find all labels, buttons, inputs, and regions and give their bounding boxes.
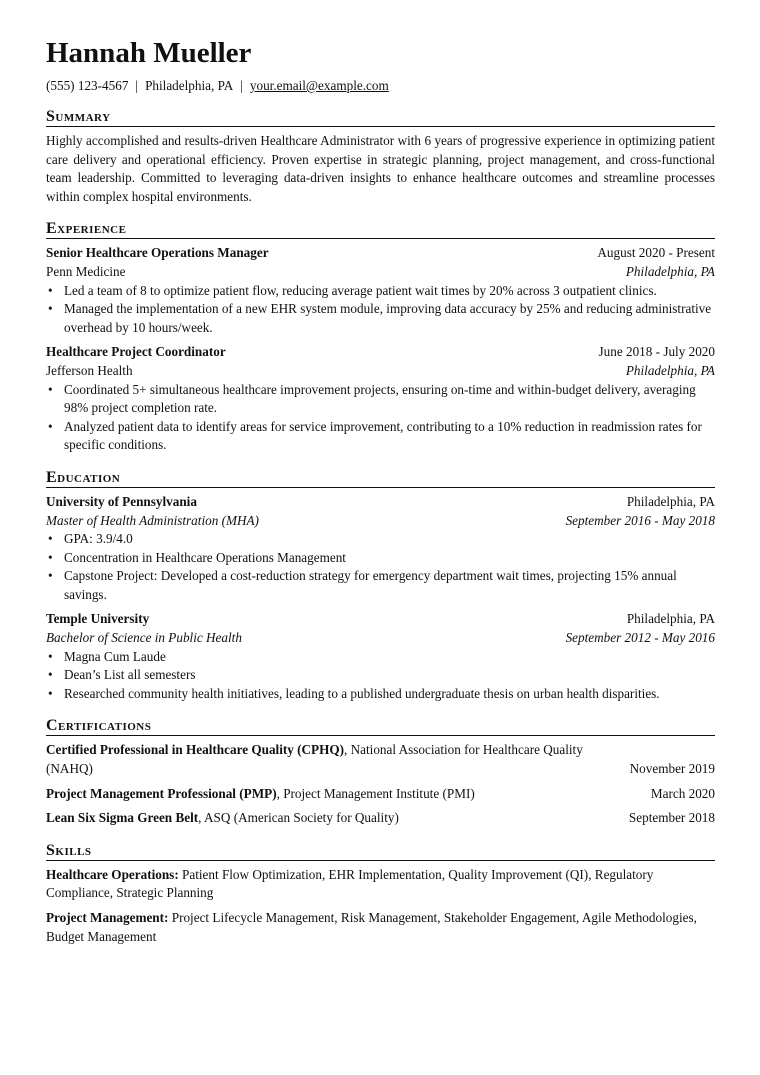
skill-label: Healthcare Operations:: [46, 866, 179, 882]
email-link[interactable]: your.email@example.com: [249, 78, 389, 93]
summary-section: [46, 107, 715, 206]
resume-page: [46, 36, 715, 946]
skill-group: [46, 866, 715, 903]
education-entry: [46, 493, 715, 605]
section-title-experience: Experience: [46, 219, 715, 239]
bullet-item: • Capstone Project: Developed a cost-reduction strategy for emergency department wait times, projecting 15% annual savings.: [46, 567, 715, 604]
bullet-item: • Concentration in Healthcare Operations Management: [46, 549, 715, 568]
summary-text: Highly accomplished and results-driven Healthcare Administrator with 6 years of progressive experience in optimizing patient care delivery and operational efficiency. Proven expertise in strategic planning, project management, and cross-functional team leadership. Committed to leveraging data-driven insights to enhance healthcare outcomes and streamline processes within complex hospital environments.: [46, 133, 715, 204]
degree: Bachelor of Science in Public Health: [46, 630, 242, 646]
education-bullets: [46, 530, 715, 604]
school-name: University of Pennsylvania: [46, 493, 197, 509]
bullet-item: • Magna Cum Laude: [46, 648, 715, 667]
certification-item: [46, 809, 715, 828]
skills-section: [46, 841, 715, 946]
certification-name: Lean Six Sigma Green Belt: [46, 810, 199, 826]
certification-issuer-cont: (NAHQ): [46, 761, 93, 777]
school-name: Temple University: [46, 611, 150, 627]
job-bullets: [46, 282, 715, 338]
job-location: Philadelphia, PA: [625, 263, 715, 279]
job-dates: August 2020 - Present: [597, 245, 715, 261]
skill-list: Patient Flow Optimization, EHR Implementation, Quality Improvement (QI), Regulatory Compliance, Strategic Planning: [46, 866, 654, 901]
education-entry: [46, 610, 715, 703]
certification-issuer: , Project Management Institute (PMI): [276, 785, 475, 801]
phone-number: (555) 123-4567: [46, 78, 129, 93]
school-location: Philadelphia, PA: [626, 611, 715, 627]
section-title-certifications: Certifications: [46, 716, 715, 736]
education-bullets: [46, 648, 715, 704]
section-title-skills: Skills: [46, 841, 715, 861]
education-dates: September 2012 - May 2016: [565, 630, 715, 646]
certification-name: Certified Professional in Healthcare Quality (CPHQ): [46, 742, 345, 758]
bullet-item: • Researched community health initiatives, leading to a published undergraduate thesis on urban health disparities.: [46, 685, 715, 704]
experience-entry: [46, 343, 715, 455]
job-title: Healthcare Project Coordinator: [46, 344, 226, 360]
bullet-item: • GPA: 3.9/4.0: [46, 530, 715, 549]
contact-separator: |: [240, 78, 243, 93]
candidate-name: Hannah Mueller: [46, 37, 252, 69]
skill-group: [46, 909, 715, 946]
education-dates: September 2016 - May 2018: [565, 512, 715, 528]
bullet-item: • Coordinated 5+ simultaneous healthcare improvement projects, ensuring on-time and within-budget delivery, averaging 98% project completion rate.: [46, 381, 715, 418]
contact-separator: |: [135, 78, 139, 93]
certification-issuer: , National Association for Healthcare Quality: [344, 742, 583, 758]
bullet-item: • Dean’s List all semesters: [46, 666, 715, 685]
education-section: [46, 468, 715, 704]
job-bullets: [46, 381, 715, 455]
job-title: Senior Healthcare Operations Manager: [46, 245, 269, 261]
location: Philadelphia, PA: [145, 78, 234, 93]
certifications-section: [46, 716, 715, 827]
employer: Jefferson Health: [46, 362, 133, 378]
certification-date: September 2018: [628, 810, 715, 826]
certification-item: [46, 785, 715, 804]
experience-section: [46, 219, 715, 455]
job-dates: June 2018 - July 2020: [598, 344, 715, 360]
certification-name: Project Management Professional (PMP): [46, 785, 277, 801]
section-title-education: Education: [46, 468, 715, 488]
certification-date: March 2020: [650, 785, 715, 801]
bullet-item: • Led a team of 8 to optimize patient flow, reducing average patient wait times by 20% across 3 outpatient clinics.: [46, 282, 715, 301]
skill-list: Project Lifecycle Management, Risk Management, Stakeholder Engagement, Agile Methodologies, Budget Management: [46, 910, 697, 944]
employer: Penn Medicine: [46, 263, 126, 279]
skill-label: Project Management:: [46, 910, 169, 925]
certification-item: [46, 741, 715, 778]
contact-line: [46, 77, 715, 95]
certification-issuer: , ASQ (American Society for Quality): [198, 810, 399, 826]
job-location: Philadelphia, PA: [625, 362, 715, 378]
degree: Master of Health Administration (MHA): [46, 512, 259, 528]
school-location: Philadelphia, PA: [626, 493, 715, 509]
bullet-item: • Managed the implementation of a new EHR system module, improving data accuracy by 25% and reducing administrative overhead by 10 hours/week.: [46, 300, 715, 337]
section-title-summary: Summary: [46, 107, 715, 127]
certification-date: November 2019: [629, 761, 715, 777]
experience-entry: [46, 244, 715, 337]
bullet-item: • Analyzed patient data to identify areas for service improvement, contributing to a 10% reduction in readmission rates for specific conditions.: [46, 418, 715, 455]
